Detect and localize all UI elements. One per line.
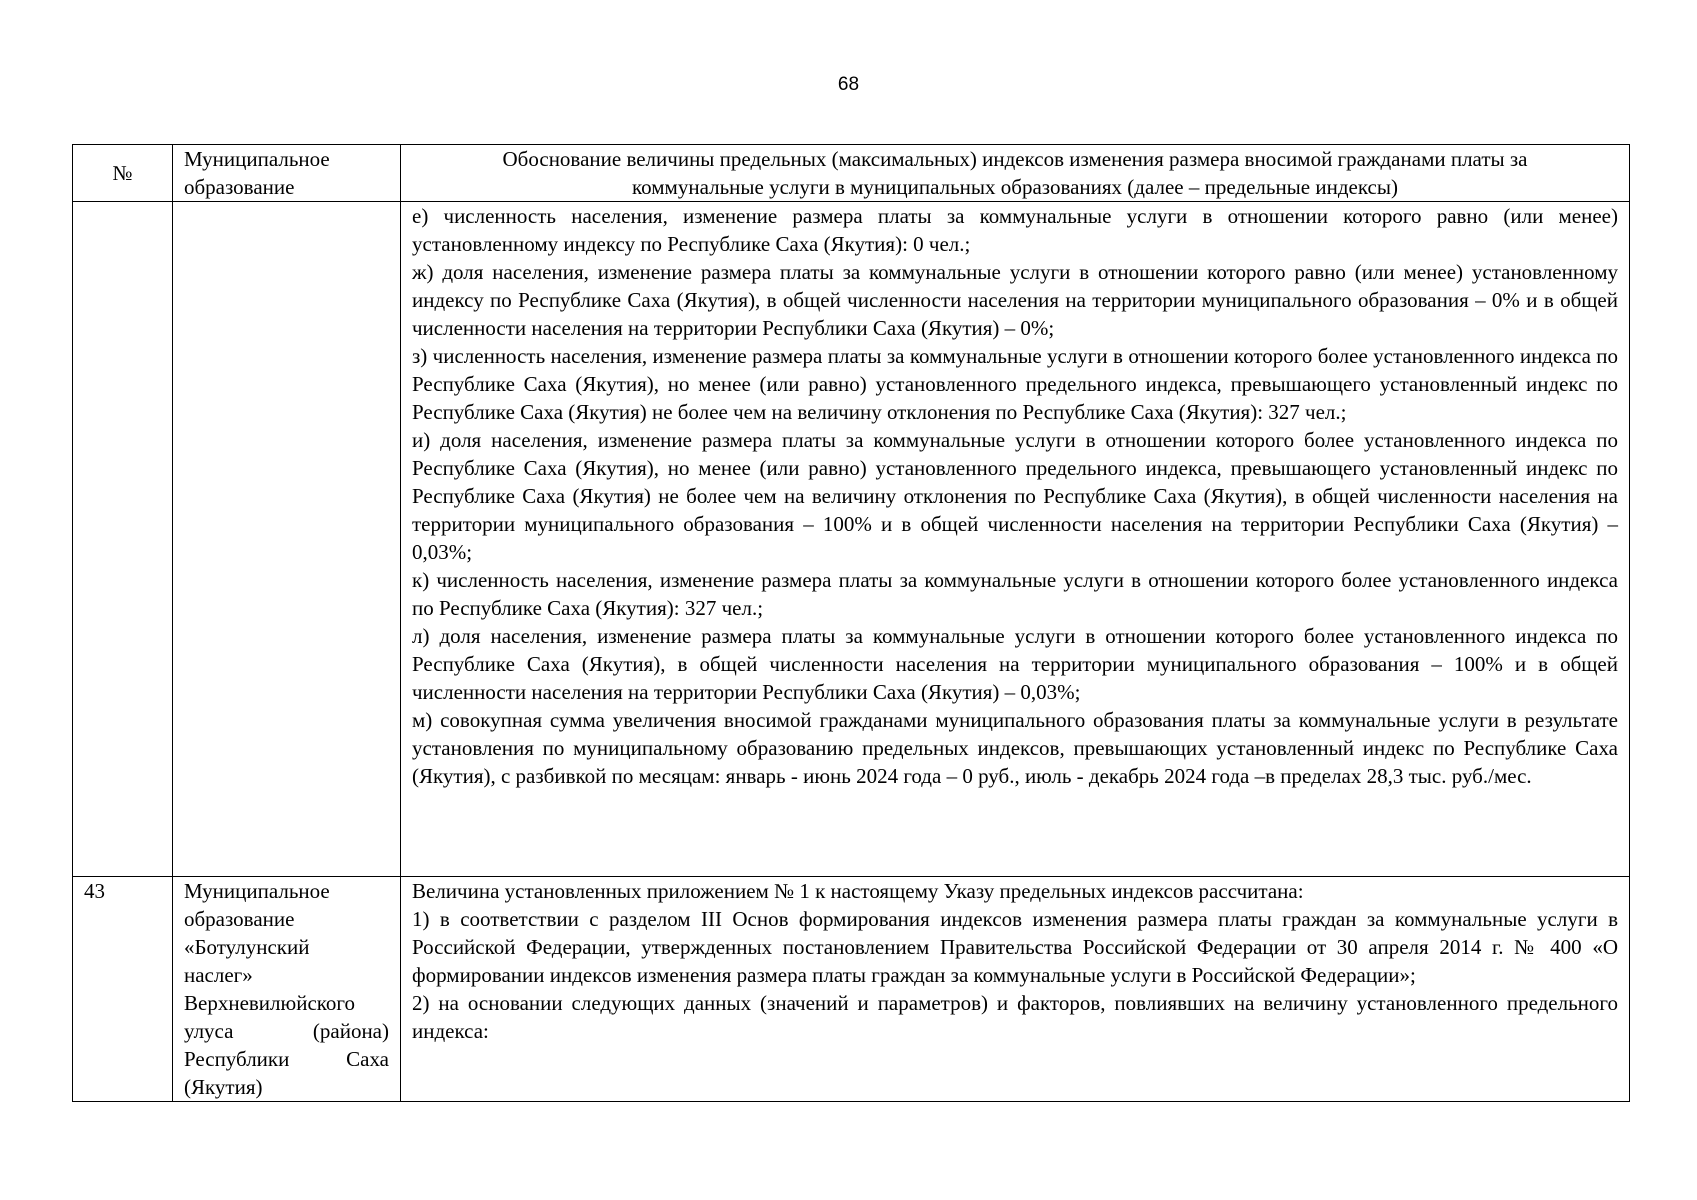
justification-table: [72, 144, 1630, 1102]
paragraph-m: м) совокупная сумма увеличения вносимой гражданами муниципального образования платы за коммунальные услуги в результате установления по муниципальному образованию предельных индексов, превышающих установленный индекс по Республике Саха (Якутия), с разбивкой по месяцам: январь - июнь 2024 года – 0 руб., июль - декабрь 2024 года –в пределах 28,3 тыс. руб./мес.: [412, 708, 1618, 788]
paragraph-l: л) доля населения, изменение размера платы за коммунальные услуги в отношении которого более установленного индекса по Республике Саха (Якутия), в общей численности населения на территории муниципального образования – 100% и в общей численности населения на территории Республики Саха (Якутия) – 0,03%;: [412, 624, 1618, 704]
header-municipality: Муниципальное образование: [173, 145, 401, 202]
paragraph-zh: ж) доля населения, изменение размера платы за коммунальные услуги в отношении которого равно (или менее) установленному индексу по Республике Саха (Якутия), в общей численности населения на территории муниципального образования – 0% и в общей численности населения на территории Республики Саха (Якутия) – 0%;: [412, 260, 1618, 340]
paragraph-2: 2) на основании следующих данных (значений и параметров) и факторов, повлиявших на величину установленного предельного индекса:: [412, 991, 1618, 1043]
municipality-cell: [173, 202, 401, 877]
municipality-line: Республики Саха: [184, 1047, 389, 1071]
table-row: [73, 877, 1630, 1102]
row-number: 43: [73, 877, 173, 1102]
paragraph-intro: Величина установленных приложением № 1 к настоящему Указу предельных индексов рассчитана:: [412, 879, 1304, 903]
table-header-row: [73, 145, 1630, 202]
paragraph-k: к) численность населения, изменение размера платы за коммунальные услуги в отношении которого более установленного индекса по Республике Саха (Якутия): 327 чел.;: [412, 568, 1618, 620]
paragraph-e: е) численность населения, изменение размера платы за коммунальные услуги в отношении которого равно (или менее) установленному индексу по Республике Саха (Якутия): 0 чел.;: [412, 204, 1618, 256]
paragraph-z: з) численность населения, изменение размера платы за коммунальные услуги в отношении которого более установленного индекса по Республике Саха (Якутия), но менее (или равно) установленного предельного индекса, превышающего установленный индекс по Республике Саха (Якутия) не более чем на величину отклонения по Республике Саха (Якутия): 327 чел.;: [412, 344, 1618, 424]
municipality-line: Муниципальное: [184, 879, 330, 903]
municipality-line: Верхневилюйского: [184, 991, 355, 1015]
municipality-line: наслег»: [184, 963, 253, 987]
header-justification: Обоснование величины предельных (максимальных) индексов изменения размера вносимой гражданами платы за коммунальные услуги в муниципальных образованиях (далее – предельные индексы): [401, 145, 1630, 202]
municipality-line: (Якутия): [184, 1075, 263, 1099]
header-number: №: [73, 145, 173, 202]
municipality-line: улуса (района): [184, 1019, 389, 1043]
municipality-cell: [173, 877, 401, 1102]
paragraph-1: 1) в соответствии с разделом III Основ формирования индексов изменения размера платы граждан за коммунальные услуги в Российской Федерации, утвержденных постановлением Правительства Российской Федерации от 30 апреля 2014 г. № 400 «О формировании индексов изменения размера платы граждан за коммунальные услуги в Российской Федерации»;: [412, 907, 1618, 987]
justification-cell: [401, 877, 1630, 1102]
municipality-line: образование: [184, 907, 295, 931]
paragraph-i: и) доля населения, изменение размера платы за коммунальные услуги в отношении которого более установленного индекса по Республике Саха (Якутия), но менее (или равно) установленного предельного индекса, превышающего установленный индекс по Республике Саха (Якутия) не более чем на величину отклонения по Республике Саха (Якутия), в общей численности населения на территории муниципального образования – 100% и в общей численности населения на территории Республики Саха (Якутия) – 0,03%;: [412, 428, 1618, 564]
page-number: 68: [837, 74, 860, 95]
row-number: [73, 202, 173, 877]
municipality-line: «Ботулунский: [184, 935, 310, 959]
justification-cell: [401, 202, 1630, 877]
table-row: [73, 202, 1630, 877]
